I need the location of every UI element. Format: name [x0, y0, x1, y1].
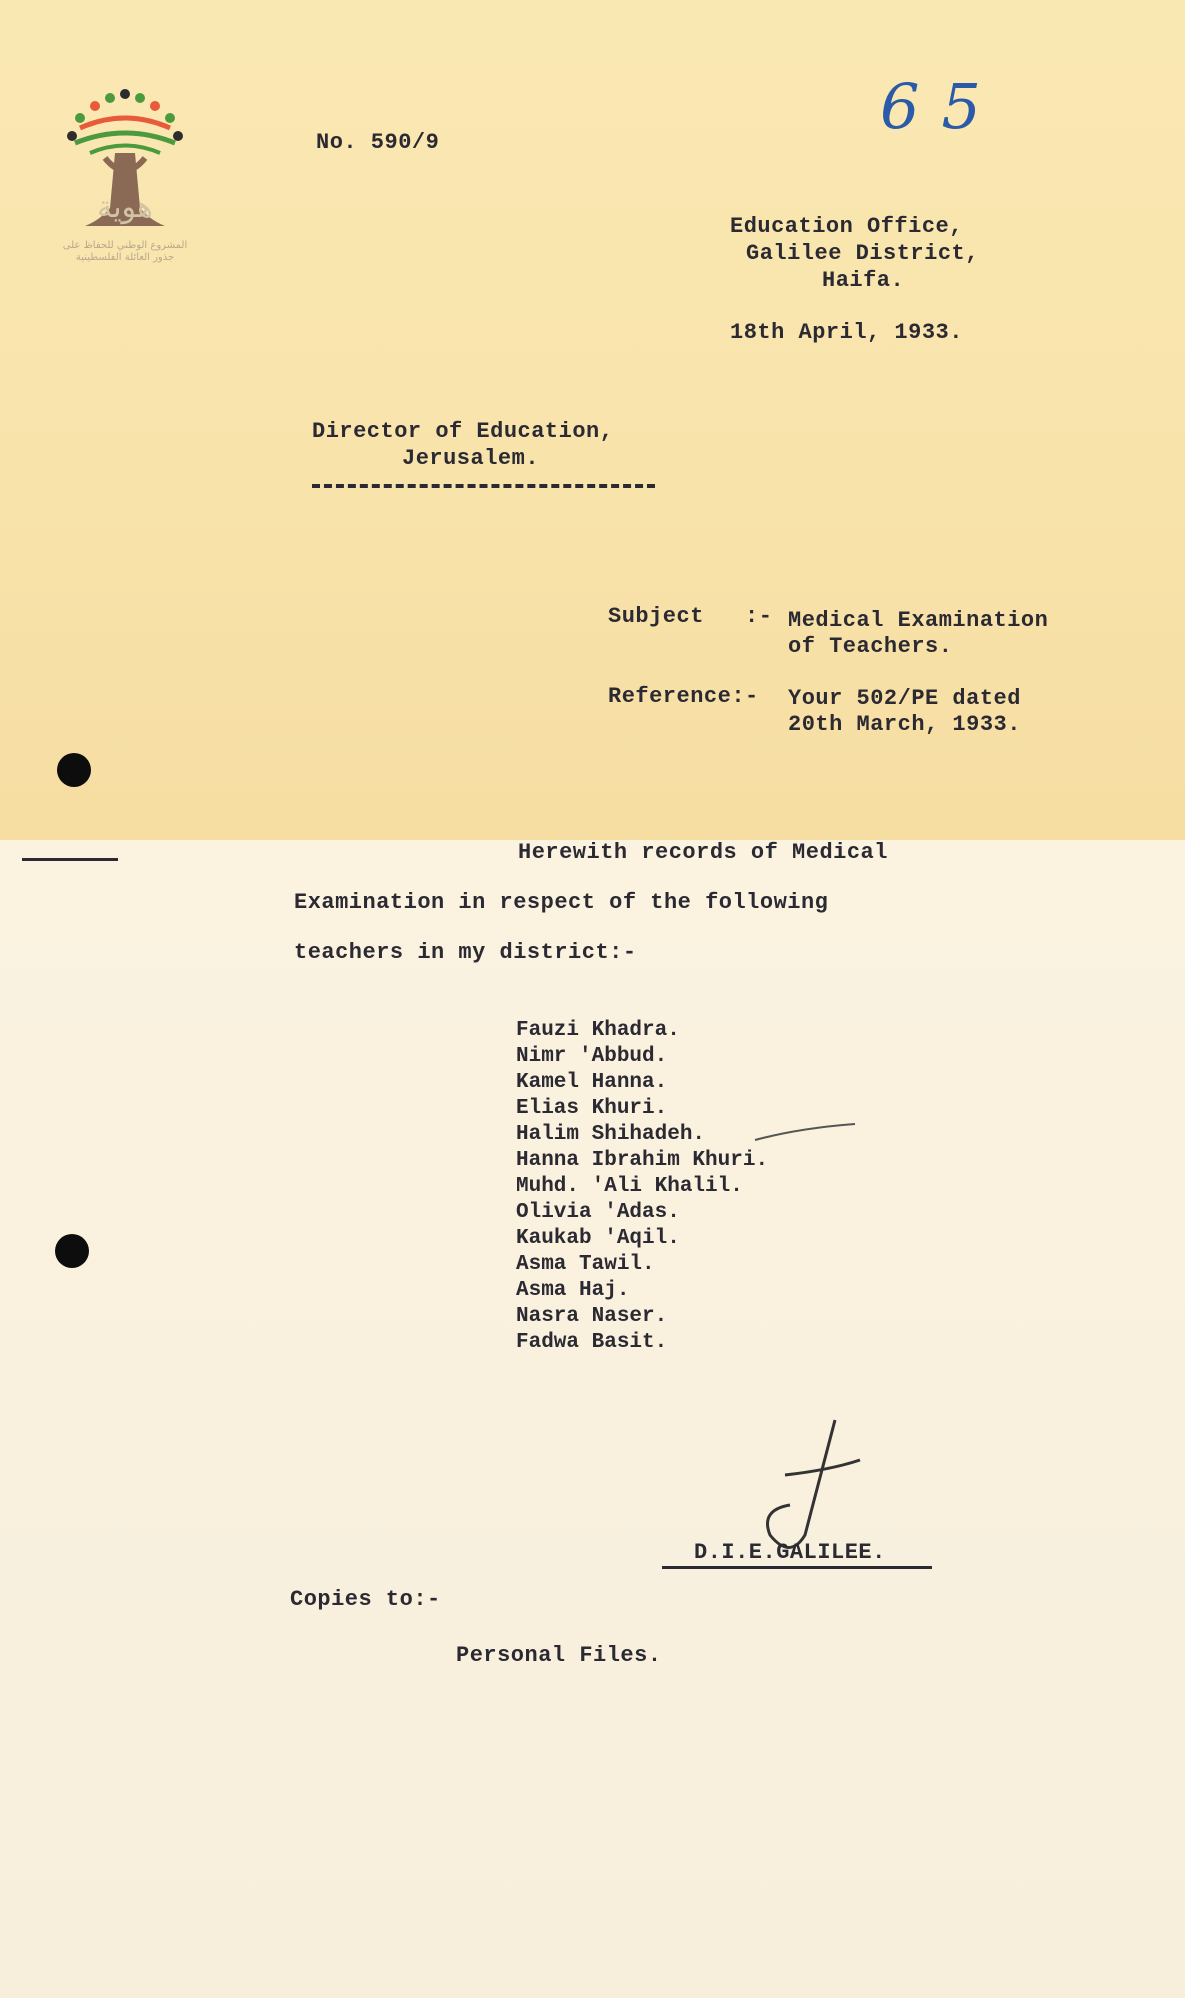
- body-line: Herewith records of Medical: [518, 840, 888, 865]
- pencil-tick-mark: [750, 1118, 860, 1148]
- punch-hole: [57, 753, 91, 787]
- list-item: Nasra Naser.: [516, 1305, 668, 1328]
- reference-label: Reference:-: [608, 684, 759, 709]
- logo-caption: [58, 240, 192, 264]
- list-item: Kamel Hanna.: [516, 1071, 668, 1094]
- list-item: Olivia 'Adas.: [516, 1201, 680, 1224]
- sender-line: Galilee District,: [746, 241, 979, 266]
- copies-label: Copies to:-: [290, 1587, 441, 1612]
- list-item: Halim Shihadeh.: [516, 1123, 706, 1146]
- signature-title: D.I.E.GALILEE.: [694, 1540, 886, 1565]
- copies-recipient: Personal Files.: [456, 1643, 662, 1668]
- list-item: Asma Haj.: [516, 1279, 630, 1302]
- letter-date: 18th April, 1933.: [730, 320, 963, 345]
- list-item: Hanna Ibrahim Khuri.: [516, 1149, 769, 1172]
- list-item: Asma Tawil.: [516, 1253, 655, 1276]
- fold-mark: [22, 858, 118, 861]
- sender-line: Haifa.: [822, 268, 905, 293]
- teacher-list: [516, 1018, 768, 1356]
- reference-number: No. 590/9: [316, 130, 440, 155]
- subject-line: of Teachers.: [788, 634, 953, 659]
- logo-wordmark: هوية: [97, 190, 153, 225]
- list-item: Nimr 'Abbud.: [516, 1045, 668, 1068]
- paper-bottom: [0, 840, 1185, 1998]
- addressee-line: Director of Education,: [312, 419, 614, 444]
- handwritten-page-number: 65: [880, 70, 1003, 143]
- punch-hole: [55, 1234, 89, 1268]
- list-item: Elias Khuri.: [516, 1097, 668, 1120]
- reference-line: 20th March, 1933.: [788, 712, 1021, 737]
- list-item: Kaukab 'Aqil.: [516, 1227, 680, 1250]
- subject-line: Medical Examination: [788, 608, 1049, 633]
- sender-line: Education Office,: [730, 214, 963, 239]
- logo-caption-line: جذور العائلة الفلسطينية: [75, 252, 175, 263]
- list-item: Fadwa Basit.: [516, 1331, 668, 1354]
- list-item: Muhd. 'Ali Khalil.: [516, 1175, 743, 1198]
- addressee-line: Jerusalem.: [402, 446, 540, 471]
- logo-caption-line: المشروع الوطني للحفاظ على: [62, 240, 188, 251]
- signature-line: [662, 1566, 932, 1569]
- body-line: teachers in my district:-: [294, 940, 637, 965]
- reference-line: Your 502/PE dated: [788, 686, 1021, 711]
- list-item: Fauzi Khadra.: [516, 1019, 680, 1042]
- body-line: Examination in respect of the following: [294, 890, 829, 915]
- subject-label: Subject :-: [608, 604, 773, 629]
- addressee-underline: [312, 484, 655, 488]
